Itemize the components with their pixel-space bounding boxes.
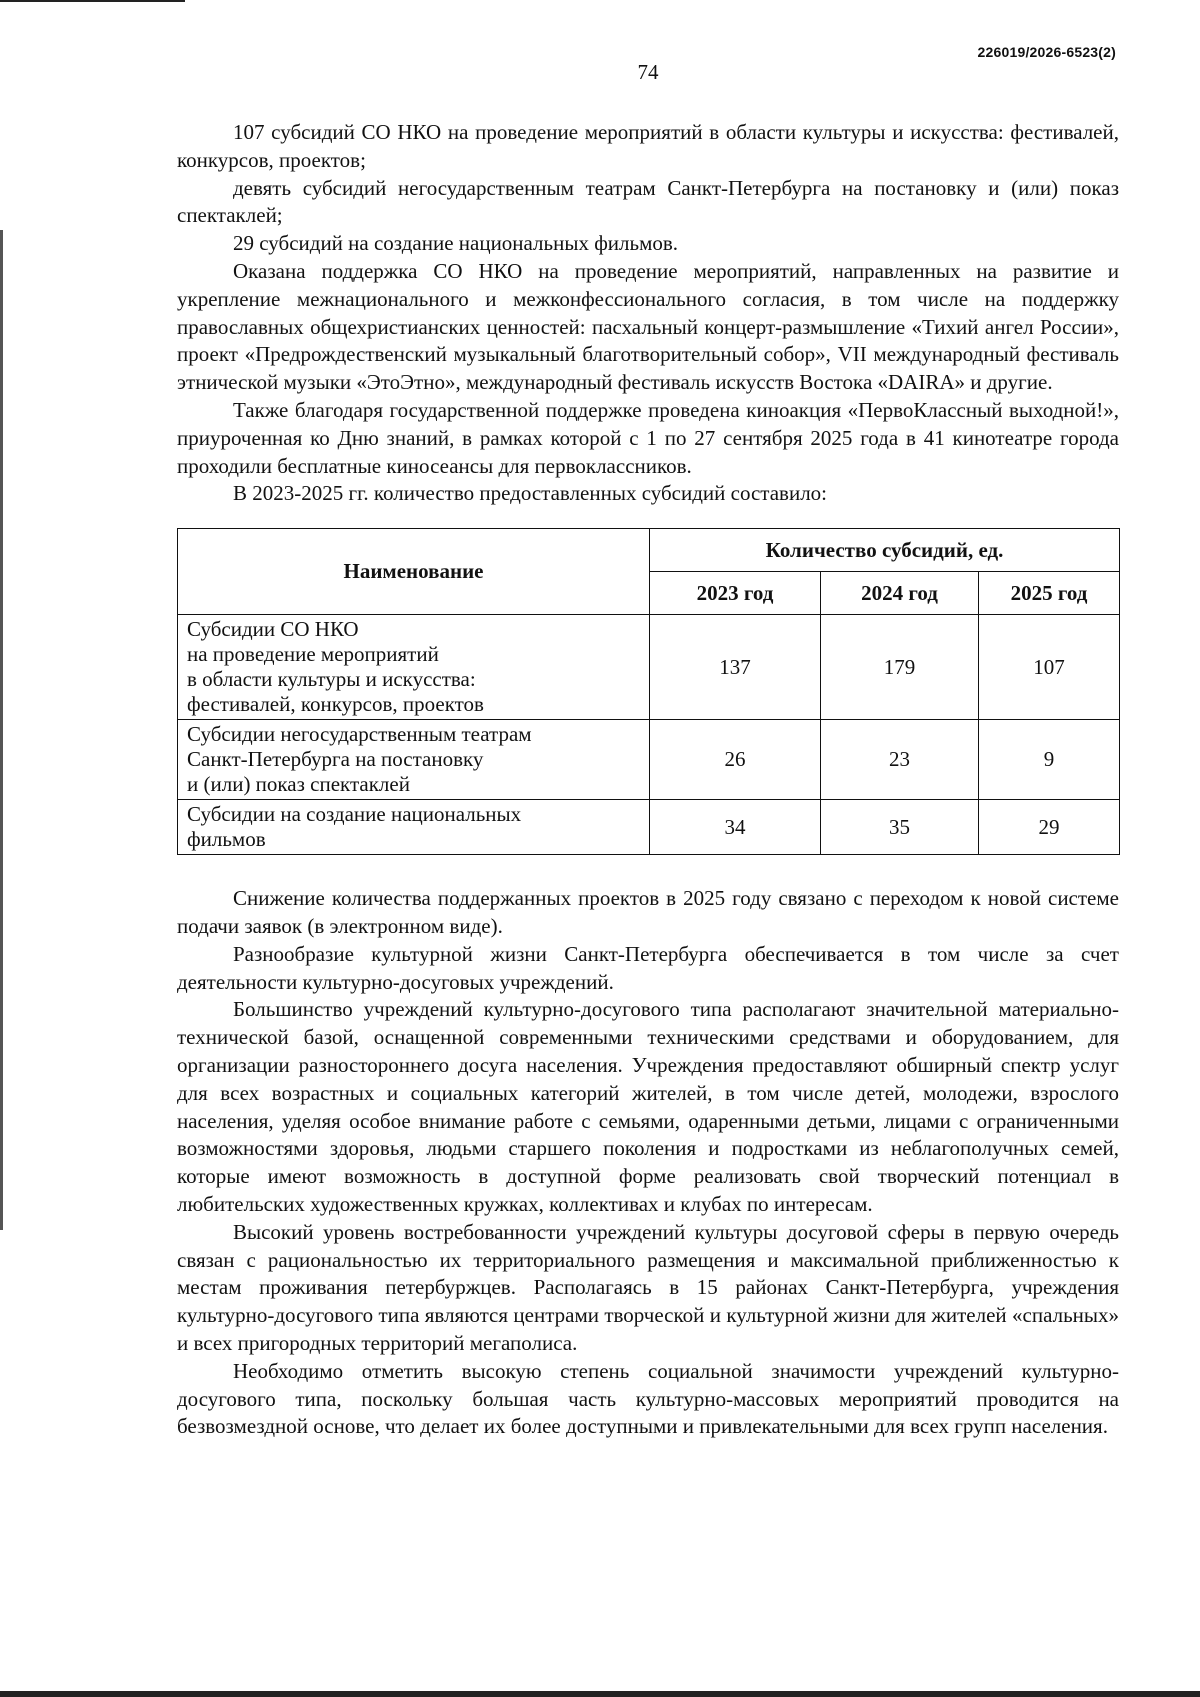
row-value: 35 [821,800,979,855]
paragraph: В 2023-2025 гг. количество предоставленных субсидий составило: [233,481,828,506]
row-name [178,800,650,855]
paragraph: девять субсидий негосударственным театрам Санкт-Петербурга на постановку и (или) показ спектаклей; [177,175,1119,228]
row-name-line: Санкт-Петербурга на постановку [187,747,484,772]
row-value: 26 [650,720,821,800]
row-value: 23 [821,720,979,800]
row-name-line: Субсидии негосударственным театрам [187,722,532,747]
paragraph: Большинство учреждений культурно-досугового типа располагают значительной материально-технической базой, оснащенной современными техническими средствами и оборудованием, для организации разностороннего досуга населения. Учреждения предоставляют обширный спектр услуг для всех возрастных и социальных категорий жителей, в том числе детей, молодежи, взрослого населения, уделяя особое внимание работе с семьями, одаренными детьми, лицами с ограниченными возможностями здоровья, людьми старшего поколения и подростками из неблагополучных семей, которые имеют возможность в доступной форме реализовать свой творческий потенциал в любительских художественных кружках, коллективах и клубах по интересам. [177,997,1119,1216]
table-row [178,615,1120,720]
scan-edge-bottom [0,1691,1200,1697]
header-count: Количество субсидий, ед. [650,529,1120,572]
paragraph: Разнообразие культурной жизни Санкт-Петербурга обеспечивается в том числе за счет деятельности культурно-досуговых учреждений. [177,941,1119,994]
row-value: 107 [979,615,1120,720]
row-value: 137 [650,615,821,720]
paragraph: Оказана поддержка СО НКО на проведение мероприятий, направленных на развитие и укрепление межнационального и межконфессионального согласия, в том числе на поддержку православных общехристианских ценностей: пасхальный концерт-размышление «Тихий ангел России», проект «Предрождественский музыкальный благотворительный собор», VII международный фестиваль этнической музыки «ЭтоЭтно», международный фестиваль искусств Востока «DAIRA» и другие. [177,258,1119,395]
scan-edge-left [0,230,3,1230]
row-name-line: Субсидии СО НКО [187,617,359,642]
row-value: 34 [650,800,821,855]
row-name-line: и (или) показ спектаклей [187,772,410,797]
paragraph: Снижение количества поддержанных проектов в 2025 году связано с переходом к новой системе подачи заявок (в электронном виде). [177,886,1119,938]
row-value: 179 [821,615,979,720]
row-name-line: фестивалей, конкурсов, проектов [187,692,484,717]
table-row [178,800,1120,855]
table-row [178,720,1120,800]
header-year: 2025 год [979,572,1120,615]
row-name-line: Субсидии на создание национальных [187,802,522,827]
page-number: 74 [637,60,659,84]
row-name-line: фильмов [187,827,266,852]
paragraph: Также благодаря государственной поддержке проведена киноакция «ПервоКлассный выходной!», приуроченная ко Дню знаний, в рамках которой с 1 по 27 сентября 2025 года в 41 кинотеатре города проходили бесплатные киносеансы для первоклассников. [177,397,1119,478]
row-name [178,615,650,720]
header-name: Наименование [178,529,650,615]
paragraph: 107 субсидий СО НКО на проведение мероприятий в области культуры и искусства: фестивалей, конкурсов, проектов; [177,120,1119,172]
scan-edge-top [0,0,185,2]
row-value: 9 [979,720,1120,800]
paragraph: Необходимо отметить высокую степень социальной значимости учреждений культурно-досугового типа, поскольку большая часть культурно-массовых мероприятий проводится на безвозмездной основе, что делает их более доступными и привлекательными для всех групп населения. [177,1358,1119,1439]
header-year: 2023 год [650,572,821,615]
document-id: 226019/2026-6523(2) [977,44,1116,60]
paragraph: 29 субсидий на создание национальных фильмов. [233,231,679,256]
row-name-line: в области культуры и искусства: [187,667,476,692]
header-year: 2024 год [821,572,979,615]
row-value: 29 [979,800,1120,855]
row-name-line: на проведение мероприятий [187,642,439,667]
row-name [178,720,650,800]
subsidies-table-wrapper [177,528,1119,855]
subsidies-table [177,528,1120,855]
document-body [177,119,1119,1441]
paragraph: Высокий уровень востребованности учреждений культуры досуговой сферы в первую очередь связан с рациональностью их территориального размещения и максимальной приближенностью к местам проживания петербуржцев. Располагаясь в 15 районах Санкт-Петербурга, учреждения культурно-досугового типа являются центрами творческой и культурной жизни для жителей «спальных» и всех пригородных территорий мегаполиса. [177,1219,1119,1355]
